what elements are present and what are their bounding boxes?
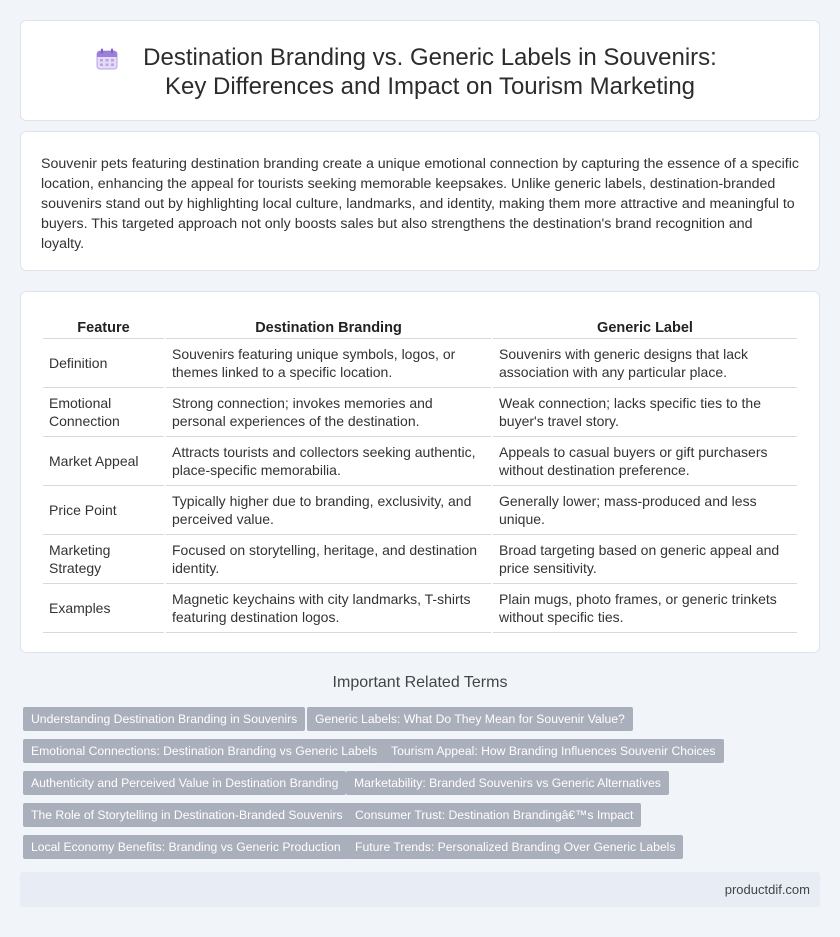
table-row <box>43 339 797 388</box>
table-row <box>43 584 797 633</box>
related-tag[interactable]: The Role of Storytelling in Destination-Branded Souvenirs <box>23 803 351 827</box>
intro-card <box>20 131 820 271</box>
row-destination: Strong connection; invokes memories and personal experiences of the destination. <box>166 388 491 437</box>
table-row <box>43 437 797 486</box>
related-tag[interactable]: Emotional Connections: Destination Branding vs Generic Labels <box>23 739 385 763</box>
related-tag[interactable]: Understanding Destination Branding in Souvenirs <box>23 707 305 731</box>
row-generic: Plain mugs, photo frames, or generic trinkets without specific ties. <box>493 584 797 633</box>
related-tag[interactable]: Authenticity and Perceived Value in Destination Branding <box>23 771 346 795</box>
related-tag[interactable]: Local Economy Benefits: Branding vs Generic Production <box>23 835 349 859</box>
comparison-card <box>20 291 820 653</box>
row-destination: Focused on storytelling, heritage, and destination identity. <box>166 535 491 584</box>
row-feature: Market Appeal <box>43 437 164 486</box>
row-destination: Typically higher due to branding, exclusivity, and perceived value. <box>166 486 491 535</box>
table-row <box>43 535 797 584</box>
row-feature: Definition <box>43 339 164 388</box>
related-terms-title: Important Related Terms <box>332 674 508 691</box>
related-tag[interactable]: Consumer Trust: Destination Brandingâ€™s Impact <box>347 803 641 827</box>
footer <box>20 872 820 907</box>
row-generic: Broad targeting based on generic appeal and price sensitivity. <box>493 535 797 584</box>
row-destination: Attracts tourists and collectors seeking authentic, place-specific memorabilia. <box>166 437 491 486</box>
table-header-row <box>43 314 797 339</box>
intro-paragraph: Souvenir pets featuring destination branding create a unique emotional connection by capturing the essence of a specific location, enhancing the appeal for tourists seeking memorable keepsakes. Unlike generic labels, destination-branded souvenirs stand out by highlighting local culture, landmarks, and identity, making them more attractive and meaningful to buyers. This targeted approach not only boosts sales but also strengthens the destination's brand recognition and loyalty. <box>41 156 799 252</box>
title-wrap <box>21 43 819 101</box>
related-tag[interactable]: Future Trends: Personalized Branding Over Generic Labels <box>347 835 683 859</box>
table-row <box>43 486 797 535</box>
row-feature: Marketing Strategy <box>43 535 164 584</box>
header-generic-label: Generic Label <box>493 314 797 339</box>
row-generic: Appeals to casual buyers or gift purchasers without destination preference. <box>493 437 797 486</box>
row-feature: Examples <box>43 584 164 633</box>
row-generic: Weak connection; lacks specific ties to the buyer's travel story. <box>493 388 797 437</box>
footer-site[interactable]: productdif.com <box>724 882 810 897</box>
row-generic: Generally lower; mass-produced and less unique. <box>493 486 797 535</box>
row-generic: Souvenirs with generic designs that lack association with any particular place. <box>493 339 797 388</box>
page-title: Destination Branding vs. Generic Labels in Souvenirs: Key Differences and Impact on Tourism Marketing <box>143 44 717 100</box>
row-feature: Price Point <box>43 486 164 535</box>
calendar-icon <box>95 47 119 71</box>
header-feature: Feature <box>43 314 164 339</box>
comparison-table <box>41 314 799 633</box>
related-tag[interactable]: Generic Labels: What Do They Mean for Souvenir Value? <box>307 707 633 731</box>
table-row <box>43 388 797 437</box>
row-destination: Magnetic keychains with city landmarks, T-shirts featuring destination logos. <box>166 584 491 633</box>
row-feature: Emotional Connection <box>43 388 164 437</box>
related-tag[interactable]: Tourism Appeal: How Branding Influences Souvenir Choices <box>383 739 724 763</box>
related-tag[interactable]: Marketability: Branded Souvenirs vs Generic Alternatives <box>346 771 669 795</box>
row-destination: Souvenirs featuring unique symbols, logos, or themes linked to a specific location. <box>166 339 491 388</box>
header-card <box>20 20 820 121</box>
header-destination-branding: Destination Branding <box>166 314 491 339</box>
